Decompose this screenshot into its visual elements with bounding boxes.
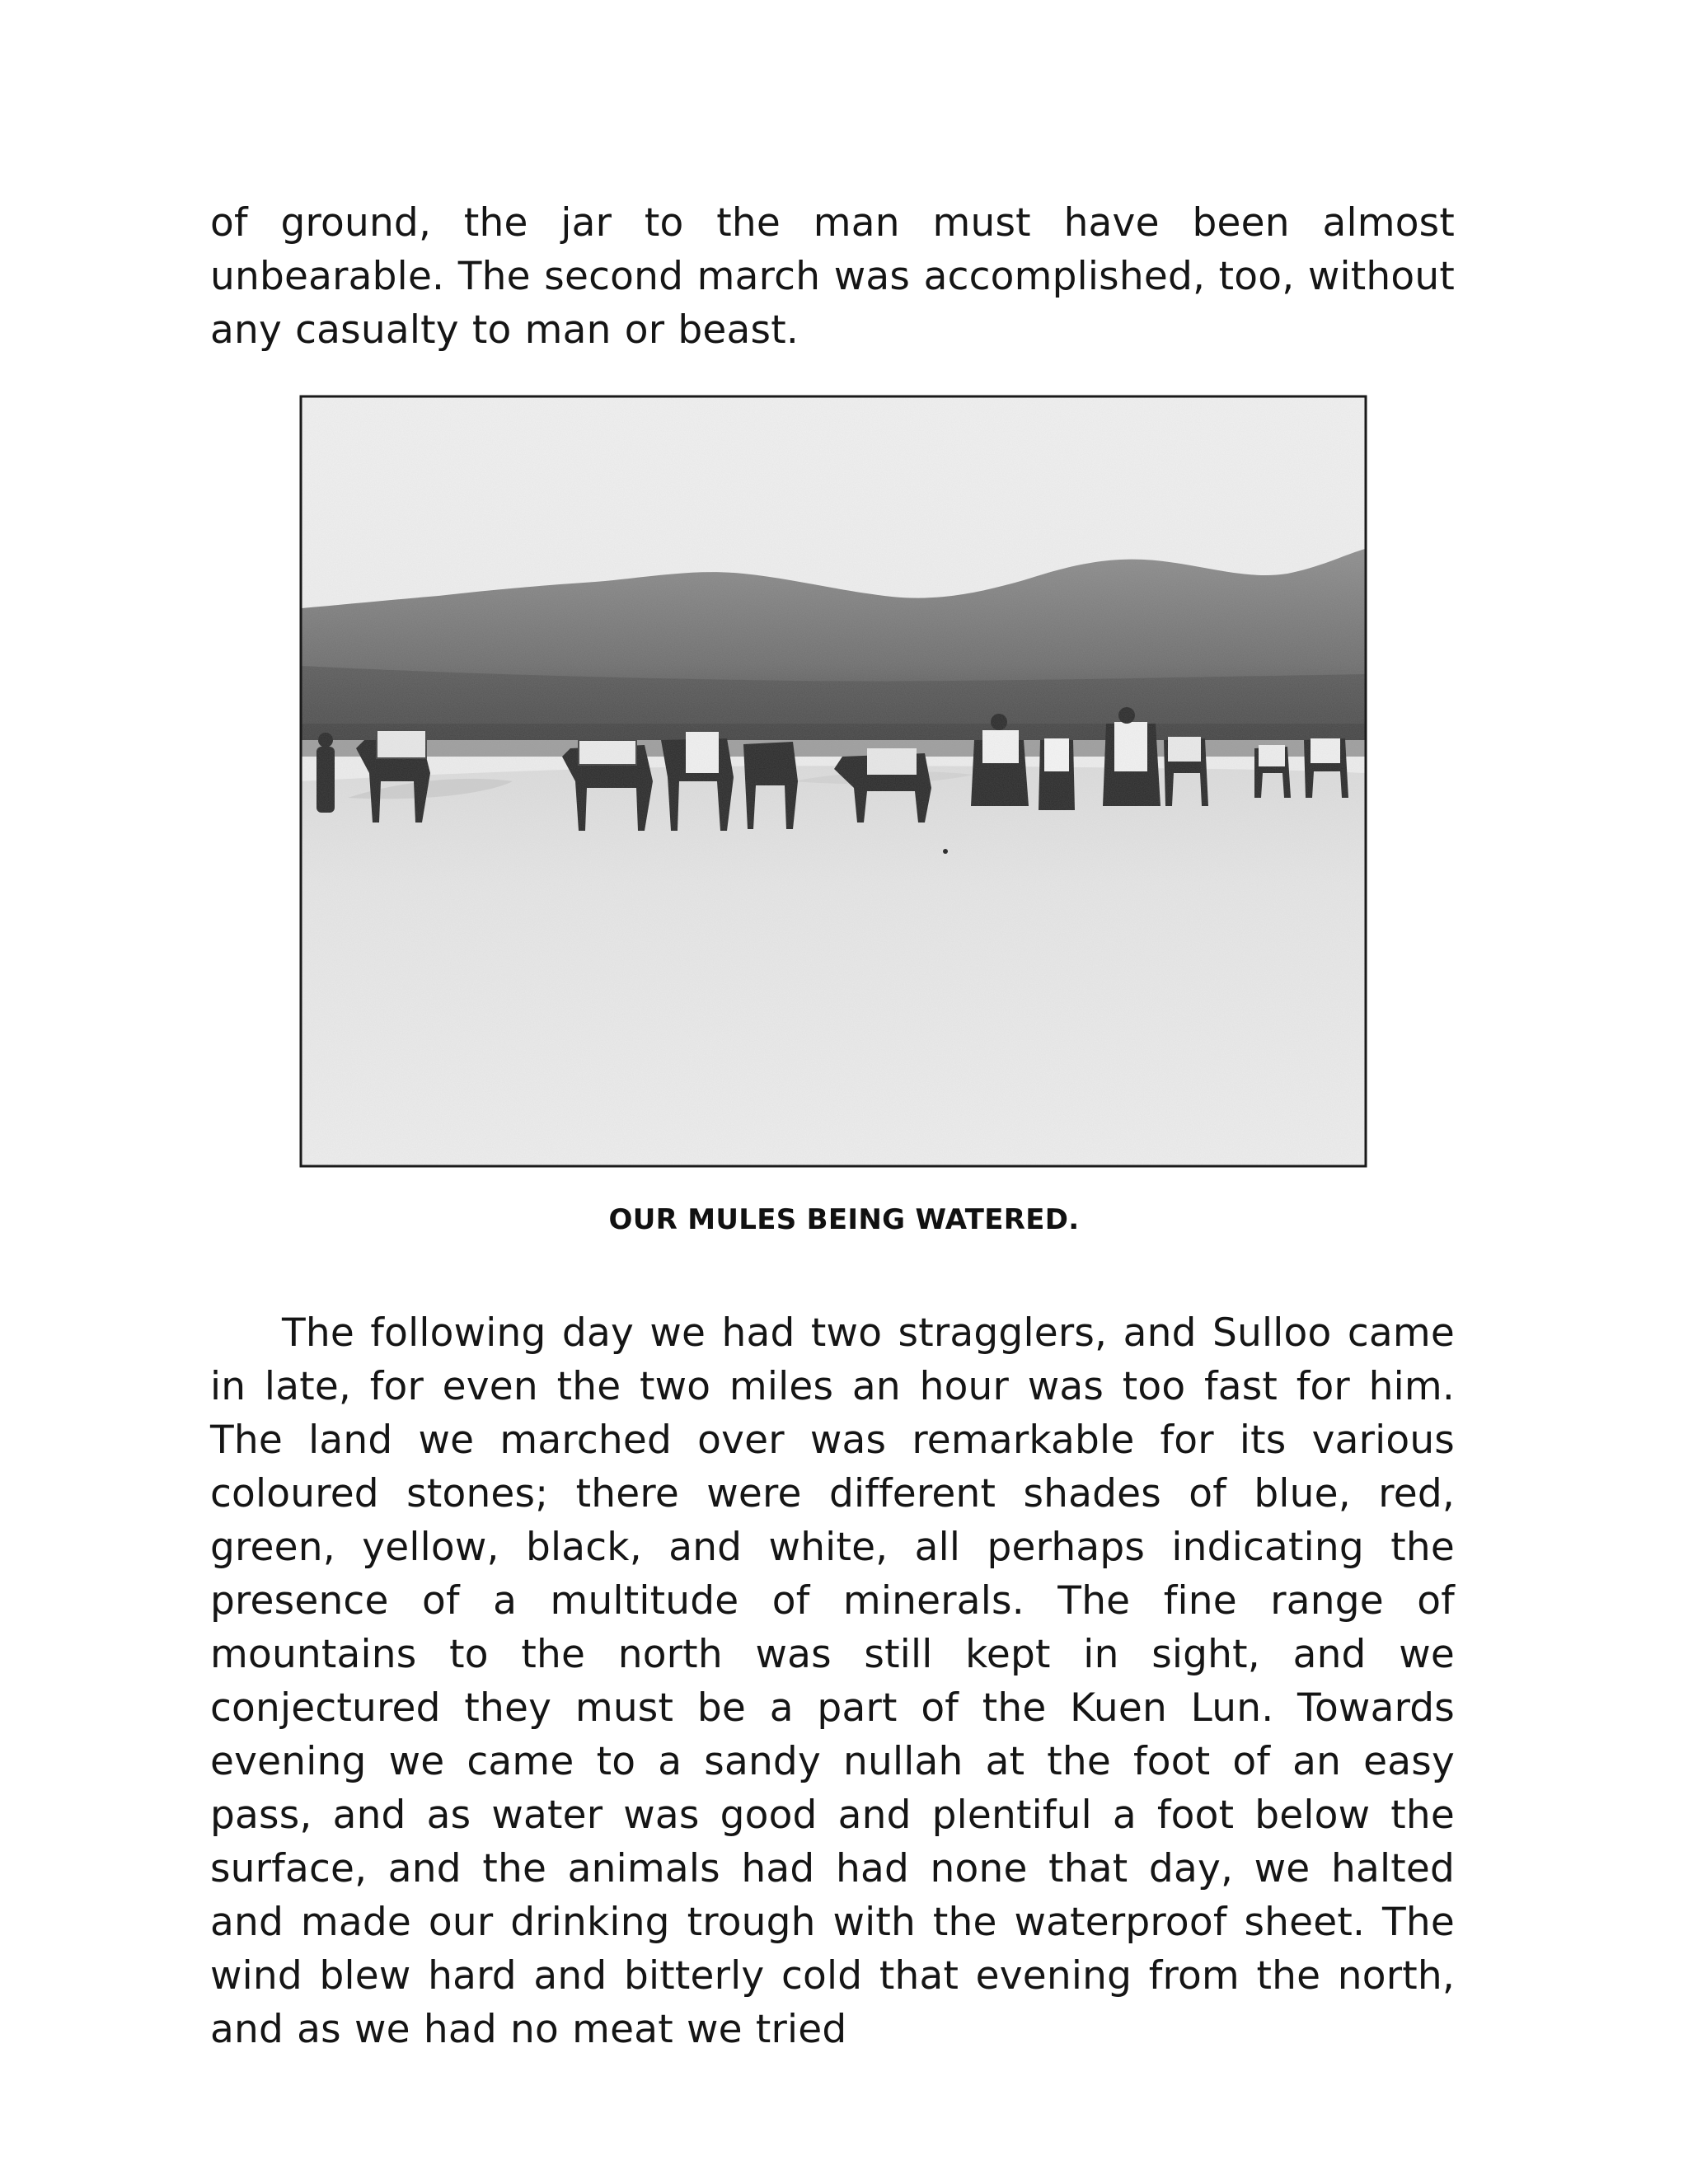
paragraph-top: of ground, the jar to the man must have been almost unbearable. The second march was accomplished, too, without any casualty to man or beast.	[210, 200, 1455, 353]
mules-photo-image	[298, 394, 1368, 1169]
figure-photo	[298, 394, 1368, 1169]
paragraph-bottom: The following day we had two stragglers, and Sulloo came in late, for even the two miles an hour was too fast for him. The land we marched over was remarkable for its various coloured stones; there were different shades of blue, red, green, yellow, black, and white, all perhaps indicating the presence of a multitude of minerals. The fine range of mountains to the north was still kept in sight, and we conjectured they must be a part of the Kuen Lun. Towards evening we came to a sandy nullah at the foot of an easy pass, and as water was good and plentiful a foot below the surface, and the animals had had none that day, we halted and made our drinking trough with the waterproof sheet. The wind blew hard and bitterly cold that evening from the north, and as we had no meat we tried	[210, 1310, 1455, 2052]
figure-caption: OUR MULES BEING WATERED.	[608, 1203, 1080, 1236]
